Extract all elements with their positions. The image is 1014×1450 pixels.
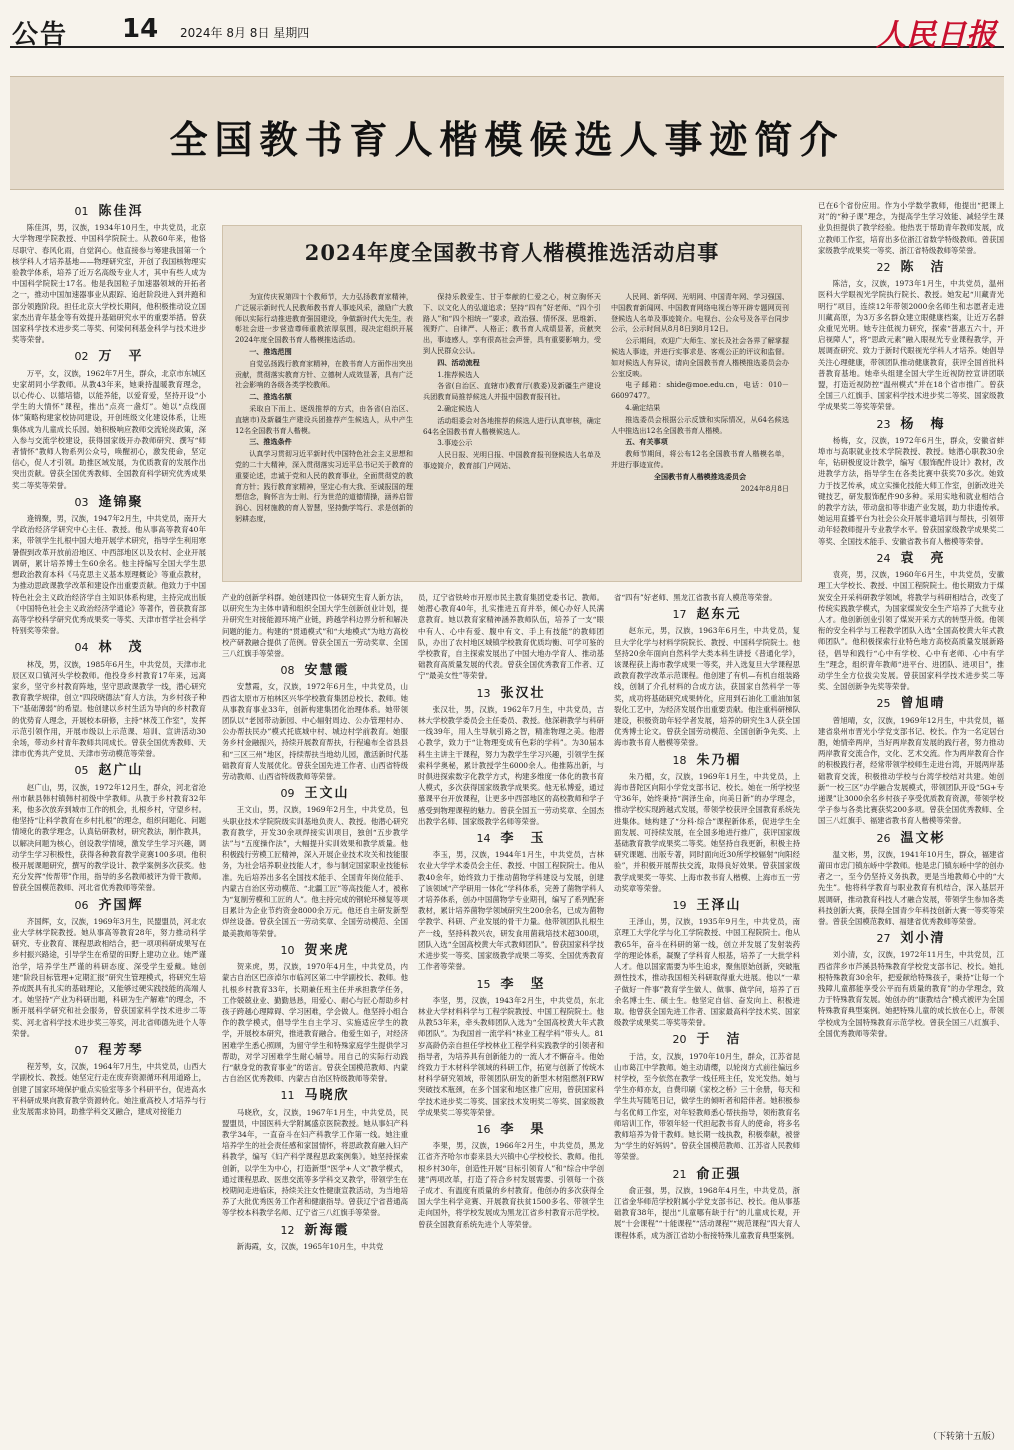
notice-paragraph: 教师节期间，将公布12名全国教书育人楷模名单，并进行事迹宣传。	[611, 449, 789, 469]
notice-paragraph: 3.事迹公示	[437, 438, 473, 448]
candidate-name: 赵广山	[98, 763, 144, 779]
candidate-name: 朱乃楣	[696, 752, 742, 768]
candidate-bio: 李果，男，汉族，1966年2月生，中共党员，黑龙江省齐齐哈尔市泰来县大兴镇中心学校校长、教师。他扎根乡村30年，创造性开展“目标引领育人”和“综合中学创建”两项改革，打造了符合乡村发展需要、引领每一个孩子成才、有温度有质量的乡村教育。他创办的多次获得全国大学生科学竞赛、开展教育扶贫1500多名、带领学生走向国外，将学校发展成为黑龙江省乡村教育示范学校。曾获全国教育系统先进个人等荣誉。	[418, 1141, 604, 1229]
headline-banner	[10, 76, 1004, 190]
notice-section-heading: 一、推选范围	[249, 346, 292, 356]
candidate-entry	[418, 833, 604, 972]
candidate-number: 06	[74, 898, 89, 912]
continuation-note: （下转第十五版）	[927, 1432, 1000, 1442]
candidate-bio: 刘小清，女，汉族，1972年11月生，中共党员，江西省萍乡市芦溪县特殊教育学校党支部书记、校长。她扎根特殊教育30余年，把爱献给特殊孩子，秉持“让每一个残障儿童都能享受公平而有质量的教育”的办学理念，致力于特殊教育发展。她创办的“康教结合”模式被评为全国特殊教育典型案例。她把特殊儿童的成长放在心上，带领学校成为全国特殊教育示范学校。曾获全国三八红旗手、全国优秀教师等荣誉。	[818, 950, 1004, 1038]
article-column-4	[614, 592, 800, 1442]
article-column-3	[418, 592, 604, 1442]
candidate-bio: 朱乃楣，女，汉族，1969年1月生，中共党员，上海市普陀区向阳小学党支部书记、校长。她在一所学校坚守36年，始终秉持“润泽生命，向美日新”的办学理念，推动学校实现跨越式发展，带领学校获评全国教育系统先进集体。她构建了“分科·综合”课程新体系，促进学生全面发展、可持续发展，在全国多地进行推广，获评国家级基础教育教学成果奖二等奖。她坚持自我更新，积极主持研究课题、出版专著，同时面向近30所学校辐射“向阳经验”，并积极开展帮扶交流，取得良好效果。曾获国家级教学成果奖一等奖、上海市教书育人楷模、上海市五一劳动奖章等荣誉。	[614, 771, 800, 893]
candidate-number: 21	[672, 1167, 687, 1181]
candidate-entry	[614, 1034, 800, 1162]
candidate-bio: 齐国辉，女，汉族，1969年3月生，民盟盟员，河北农业大学林学院教授。她从事高等教育28年，努力推动科学研究、专业教育、课程思政相结合，把一项项科研成果写在乡村振兴路途，引导学生在希望的田野上建功立业。她严谨治学，培养学生严谨的科研态度、深受学生爱戴。她创建“阶段目标管理+定期汇报”研究生管理模式，将研究生培养成既具有扎实的基础理论，又能够过硬实践技能的高端人才。她坚持“产业为科研出题，科研为生产解难”的理念，不断开展科学研究和社会服务，曾获国家科学技术进步二等奖、河北省科学技术进步奖三等奖，河北省师德先进个人等荣誉。	[12, 916, 206, 1038]
candidate-entry	[12, 1045, 206, 1117]
candidate-heading	[614, 752, 800, 768]
notice-paragraph: 2.确定候选人	[437, 403, 480, 413]
candidate-heading	[12, 349, 206, 365]
candidate-entry	[418, 1121, 604, 1230]
candidate-name: 李 玉	[500, 831, 546, 847]
candidate-number: 03	[74, 495, 89, 509]
candidate-name: 于 洁	[696, 1032, 742, 1048]
candidate-bio: 李玉，男，汉族，1944年1月生，中共党员，吉林农业大学学术委员会主任、教授、中国工程院院士。他从教40余年，始终致力于推动菌物学科建设与发展，创建了该领域“产学研用一体化”学科体系，完善了菌物学科人才培养体系，创办中国菌物学专业期刊，编写了系列配套教材，累计培养菌物学领域研究生200余名，已成为菌物学教学、科研、产业发展的骨干力量。他带领团队扎根生产一线，坚持科教兴农，研发食用菌栽培技术超300项，团队入选“全国高校黄大年式教师团队”。曾获国家科学技术进步奖一等奖、国家级教学成果二等奖、全国优秀教育工作者等荣誉。	[418, 850, 604, 972]
candidate-entry	[818, 550, 1004, 692]
candidate-bio: 杨梅，女，汉族，1972年6月生，群众，安徽省蚌埠市与高职就业技术学院教授、教授。她潜心职教30余年，钻研极度设计教学，编写《服饰配件设计》教材，改进教学方法，指导学生在各类比赛中获奖70多次。她致力于技艺传承，成立实操化技能大师工作室，创新改进关键技艺，研发服饰配件90多种。采用实地和就业相结合的教学方法，带动盘扣等非遗产业发展，助力非遗传承。她运用直播平台为社会公众开展非遗培训与帮扶，引领带动年轻教师提升专业教学水平。曾获国家级教学成果奖二等奖、全国技术能手、安徽省教书育人楷模等荣誉。	[818, 435, 1004, 546]
candidate-number: 16	[476, 1122, 491, 1136]
candidate-bio: 张汉壮，男，汉族，1962年7月生，中共党员，吉林大学校教学委员会主任委员、教授。他深耕教学与科研一线39年，用人生导航引路之智，精准物理之美。他潜心教学，致力于“让物理变成有色彩的学科”。为30届本科生主讲主干课程，努力为教学生学习兴趣，引领学生探索科学奥秘，累计教授学生6000余人。他推陈出新，与时俱进探索数字化教学方式，构建多维度一体化的教书育人模式，多次获得国家级教学成果奖。他无私博爱，通过慕课平台开放课程，让更多中西部地区的高校教师和学子感受到物理课程的魅力。曾获全国五一劳动奖章、全国杰出教学名师、国家级教学名师等荣誉。	[418, 704, 604, 826]
candidate-name: 贺来虎	[304, 942, 350, 958]
candidate-bio: 陈洁，女，汉族，1973年1月生，中共党员，温州医科大学眼视光学院执行院长、教授。她发起“川藏青光明行”项目，连续12年带领2000余名师生和志愿者走进川藏高原，为3万多名群众建立眼健康档案，让近万名群众重见光明。她专注低视力研究，探索“普惠五六十，开启视障人”，将“思政元素”融入眼视光专业课程教学，开展调查研究、致力于新时代眼视光学科人才培养。她倡导关注心理健康，带领团队推动健康教育，获评全国首批科普教育基地。她牵头组建全国大学生近视防控宣讲团联盟，打造近视防控“温州模式”并在18个省市推广。曾获全国三八红旗手、国家科学技术进步奖二等奖、国家级教学成果奖二等奖等荣誉。	[818, 279, 1004, 412]
candidate-bio: 陈佳洱，男，汉族，1934年10月生，中共党员，北京大学物理学院教授、中国科学院院士。从教60年来，他恪尽职守、春风化雨，自觉润心。他直接参与筹建我国第一个核学科人才培养基地——物理研究室，开创了我国核物理实验教学体系，培养了近万名高级专业人才，其中有些人成为中国科学院院士17名。他是我国粒子加速器领域的开拓者之一，推动中国加速器事业从跟踪、追赶阶段进入到并跑和部分领跑阶段。担任北京大学校长期间，他积极推动设立国家杰出青年基金等有效提升基础研究水平的重要举措。曾获国家科学技术进步奖二等奖、何梁何利基金科学与技术进步奖等荣誉。	[12, 223, 206, 345]
notice-paragraph: 认真学习贯彻习近平新时代中国特色社会主义思想和党的二十大精神，深入贯彻落实习近平总书记关于教育的重要论述，忠诚于党和人民的教育事业，全面贯彻党的教育方针；践行教育家精神，坚定心有大我、至诚报国的理想信念，胸怀言为士则、行为世范的道德情操，涵养启智润心、因材施教的育人智慧，坚持勤学笃行、求是创新的躬耕态度，	[235, 449, 413, 523]
page-number: 14	[122, 14, 159, 44]
notice-title: 2024年度全国教书育人楷模推选活动启事	[304, 240, 720, 265]
candidate-heading	[418, 1121, 604, 1137]
notice-column-2	[423, 292, 601, 473]
candidate-number: 07	[74, 1044, 89, 1058]
candidate-name: 陈 洁	[900, 260, 946, 276]
candidate-name: 张汉壮	[500, 685, 546, 701]
candidate-entry	[418, 685, 604, 827]
continued-text: 产业的创新学科群。她创建四位一体研究生育人新方法，以研究生为主体申请和组织全国大学生创新创业计划，提升研究生对接能源环境产业链，跨越学科边界分析和解决问题的能力。构建的“贯通模式”和“大地模式”为地方高校校产研教融合提供了范例。曾获全国五一劳动奖章、全国三八红旗手等荣誉。	[222, 593, 408, 659]
candidate-number: 18	[672, 753, 687, 767]
notice-paragraph: 采取自下而上、逐级推荐的方式，由各省(自治区、直辖市)及新疆生产建设兵团推荐产生候选人，从中产生12名全国教书育人楷模。	[235, 403, 413, 435]
notice-column-1	[235, 292, 413, 526]
candidate-heading	[12, 640, 206, 656]
candidate-heading	[12, 1043, 206, 1059]
candidate-bio: 赵广山，男，汉族，1972年12月生，群众，河北省沧州市献县韩村镇韩村初级中学教师。从教于乡村教育32年来，他多次放弃到城市工作的机会，扎根乡村，守望乡村。他坚持“让科学教育在乡村扎根”的理念，组织问题化、问题情境化的教学理念，认真钻研教材，研究教法，制作教具，以解决问题为核心，创设教学情境，激发学生学习兴趣，调动学生学习积极性，获得各种教育教学竞赛100多项。他积极开展课题研究，撰写的教学设计、教学案例多次获奖。他充分发挥“传帮带”作用，指导的多名教师被评为骨干教师。曾获全国模范教师、河北省优秀教师等荣誉。	[12, 782, 206, 893]
candidate-number: 10	[280, 943, 295, 957]
candidate-entry	[818, 830, 1004, 928]
candidate-entry	[418, 976, 604, 1118]
candidate-number: 08	[280, 664, 295, 678]
article-column-1	[12, 200, 206, 1440]
candidate-number: 01	[74, 205, 89, 218]
candidate-heading	[818, 830, 1004, 846]
notice-signature: 2024年8月8日	[740, 483, 789, 493]
candidate-number: 11	[280, 1089, 295, 1103]
candidate-name: 俞正强	[696, 1166, 742, 1182]
notice-paragraph: 各省(自治区、直辖市)教育厅(教委)及新疆生产建设兵团教育局推荐候选人并报中国教育报刊社。	[423, 381, 601, 402]
candidate-name: 赵东元	[696, 607, 742, 623]
candidate-bio: 曾旭晴，女，汉族，1969年12月生，中共党员，福建省泉州市晋光小学党支部书记、校长。作为一名定居台胞，她情牵两岸，当好两岸教育发展的践行者，努力推动两岸教育交流合作，文化、艺术交流。作为两岸教育合作的积极践行者，经常带领学校师生走进台湾，开展两岸基础教育交流，积极推动学校与台湾学校结对共建。她创新“一校三区”办学融合发展模式，带领团队开设“5G+专递课”让3000余名乡村孩子享受优质教育资源，带领学校学子参与各类比赛获奖200多项。曾获全国优秀教师、全国三八红旗手、福建省教书育人楷模等荣誉。	[818, 715, 1004, 826]
candidate-entry	[222, 1222, 408, 1252]
candidate-number: 19	[672, 899, 687, 913]
candidate-bio: 王文山，男，汉族，1969年2月生，中共党员，包头职业技术学院院级实训基地负责人、教授。他潜心研究教育教学，开发30余项焊接实训项目，独创“五步教学法”与“五度操作法”，大幅提升实训效果和教学质量。他积极践行劳模工匠精神，深入开展企业技术攻关和技能服务，为社会培养职业技能人才，参与制定国家职业技能标准。先后培养出多名全国技术能手、全国青年岗位能手、内蒙古自治区劳动模范、“北疆工匠”等高技能人才，被称为“复制劳模和工匠的人”。他主持完成的钢轮环梯复等项目累计为企业节约资金8000余万元。他还自主研发新型焊丝设备。曾获全国五一劳动奖章、全国劳动模范、全国最美教师等荣誉。	[222, 805, 408, 938]
candidate-name: 林 茂	[98, 640, 144, 656]
candidate-entry	[12, 642, 206, 759]
candidate-name: 杨 梅	[900, 416, 946, 432]
notice-column-3	[611, 292, 789, 495]
candidate-heading	[818, 260, 1004, 276]
candidate-number: 23	[876, 417, 891, 431]
candidate-bio: 新海霞，女，汉族，1965年10月生，中共党	[236, 1241, 384, 1251]
candidate-heading	[818, 696, 1004, 712]
candidate-heading	[222, 786, 408, 802]
continued-text: 员，辽宁省铁岭市开原市民主教育集团党委书记、教师。她潜心教育40年，扎实推进五育并举，倾心办好人民满意教育。她以教育家精神涵养教师队伍，培养了一支“眼中有人、心中有爱、腹中有文、手上有技能”的教师团队，办出了农村地区城镇学校教育优质均衡、可学可鉴的学校教育，自主探索发展出了中国大地办学育人、推动基础教育高质量发展的代表。曾获全国优秀教育工作者、辽宁“最美女性”等荣誉。	[418, 593, 604, 681]
candidate-number: 15	[476, 977, 491, 991]
candidate-bio: 安慧霞，女，汉族，1972年6月生，中共党员，山西省太原市万柏林区兴华学校教育集团总校长、教师。她从事教育事业33年，创新构建集团化治理体系。她带领团队以“老园带动新园、中心辐射周边、公办管理村办、公办帮扶民办”模式托底城中村、城边村学前教育。她服务乡村金融振兴，持续开展教育帮扶，行程遍布全省县县和“三区三州”地区，持续帮扶当地幼儿园，激活新时代基础教育育人发展优化。曾获全国先进工作者、山西省特级劳动教师、山西省特级教师等荣誉。	[222, 682, 408, 782]
page-headline: 全国教书育人楷模候选人事迹简介	[169, 118, 845, 162]
candidate-entry	[614, 900, 800, 1028]
candidate-number: 09	[280, 787, 295, 801]
candidate-bio: 俞正强，男，汉族，1968年4月生，中共党员，浙江省金华师范学校附属小学党支部书记、校长。他从事基础教育38年，提出“儿童哪有缺于行”的儿童成长观，开展“十会课程”“十能课程”“活动课程”“规范课程”四大育人课程体系，成为浙江省幼小衔接特殊儿童教育典型案例。	[614, 1185, 800, 1240]
notice-paragraph: 电子邮箱：shide@moe.edu.cn，电话：010－66097477。	[611, 380, 789, 401]
candidate-number: 14	[476, 832, 491, 846]
candidate-name: 新海霞	[304, 1222, 350, 1238]
newspaper-logo: 人民日报	[876, 18, 996, 53]
candidate-name: 陈佳洱	[98, 204, 144, 219]
section-title: 公告	[12, 20, 69, 50]
notice-paragraph: 4.确定结果	[625, 402, 661, 412]
candidate-name: 安慧霞	[304, 663, 350, 679]
candidate-number: 17	[672, 608, 687, 622]
candidate-entry	[614, 1166, 800, 1241]
candidate-heading	[12, 763, 206, 779]
notice-paragraph: 活动组委会对各地推荐的候选人进行认真审核，确定64名全国教书育人楷模候选人。	[423, 415, 601, 436]
candidate-heading	[418, 976, 604, 992]
notice-section-heading: 四、活动流程	[437, 357, 480, 367]
candidate-number: 26	[876, 831, 891, 845]
candidate-bio: 袁亮，男，汉族，1960年6月生，中共党员，安徽理工大学校长、教授、中国工程院院士。他长期致力于煤炭安全开采科研教学领域，将教学与科研相结合，改变了传统实践教学模式，为国家煤炭安全生产培养了大批专业人才。他创新创业引领了煤炭开采方式的转型升级。他领衔的安全科学与工程教学团队入选“全国高校黄大年式教师团队”。他积极探索行业特色地方高校高质量发展新路径，倡导和践行“心中有学校、心中有老师、心中有学生”理念，组织青年教师“进平台、进团队、进项目”，推动学生全方位拔尖发展。曾获国家科学技术进步奖二等奖、全国创新争先奖等荣誉。	[818, 570, 1004, 692]
candidate-heading	[222, 1222, 408, 1238]
candidate-number: 12	[280, 1223, 295, 1237]
candidate-entry	[12, 765, 206, 893]
candidate-bio: 王泽山，男，汉族，1935年9月生，中共党员，南京理工大学化学与化工学院教授、中国工程院院士。他从教65年，奋斗在科研的第一线，创立并发展了发射装药学的理论体系，凝聚了学科育人根基，培养了一大批学科人才。他以国家需要为毕生追求，聚焦原始创新，突破瓶颈性技术，推动我国相关科研取得重大进展。他以“一辈子做好一件事”教育学生做人、做事、做学问，培养了百余名博士生、硕士生。他坚定自信、奋发向上、积极进取。他曾获全国先进工作者、国家最高科学技术奖、国家级教学成果奖二等奖等荣誉。	[614, 917, 800, 1028]
candidate-entry	[614, 752, 800, 894]
candidate-heading	[818, 550, 1004, 566]
candidate-heading	[222, 1088, 408, 1104]
candidate-number: 27	[876, 932, 891, 946]
candidate-entry	[12, 206, 206, 345]
candidate-bio: 贺来虎，男，汉族，1970年4月生，中共党员，内蒙古自治区巴彦淖尔市临河区第二中学副校长、教师。他扎根乡村教育33年，长期兼任班主任并承担教学任务，工作兢兢业业、勤勤恳恳，用爱心、耐心与匠心帮助乡村孩子跨越心理障碍、学习困难，学会做人。他坚持小组合作的教学模式，倡导学生自主学习、实施适应学生的教学，开展校本研究，推进教育融合。他爱生如子，对经济困难学生悉心照顾，为留守学生和特殊家庭学生提供学习帮助，对学习困难学生耐心辅导。用自己的实际行动践行“献身党的教育事业”的诺言。曾获全国模范教师、内蒙古自治区优秀教师、内蒙古自治区特级教师等荣誉。	[222, 962, 408, 1084]
candidate-number: 24	[876, 551, 891, 565]
candidate-name: 程芳琴	[98, 1043, 144, 1059]
notice-paragraph: 人民网、新华网、光明网、中国青年网、学习强国、中国教育新闻网、中国教育网络电视台等开辟专题网页刊登候选人名单及事迹简介。电视台、公众号及各平台同步公示，公示时间从8月8日到8月12日。	[611, 292, 789, 334]
candidate-entry	[12, 494, 206, 636]
candidate-bio: 于洁，女，汉族，1970年10月生，群众，江苏省昆山市葛江中学教师。她主动请缨，以轮岗方式前往偏远乡村学校，至今依然在教学一线任班主任，发光发热。她与学生亦师亦友，自费印刷《家校之桥》三十余册，每天和学生共写随笔日记，做学生的倾听者和陪伴者。她积极参与名优师工作室，对年轻教师悉心帮扶指导，领衔教育名师培训工作，带领年轻一代担起教书育人的使命，将多名教师培养为骨干教师。她长期一线执教，积极奉献，被誉为“学生的好妈妈”。曾获全国模范教师、江苏省人民教师等荣誉。	[614, 1051, 800, 1162]
candidate-name: 温文彬	[900, 830, 946, 846]
notice-section-heading: 二、推选名额	[249, 392, 292, 402]
candidate-entry	[222, 788, 408, 939]
candidate-entry	[222, 592, 408, 659]
candidate-number: 22	[876, 261, 891, 275]
candidate-bio: 赵东元，男，汉族，1963年6月生，中共党员，复旦大学化学与材料学院院长、教授、中国科学院院士。他坚持20余年面向自然科学大类本科生讲授《普通化学》，该课程获上海市教学成果一等奖，并入选复旦大学课程思政教育教学改革示范课程。他创建了有机—有机自组装路线，创制了介孔材料的合成方法，获国家自然科学一等奖，成功将基础研究成果转化，应用到石油化工重油加氢裂化工艺中，为经济发展作出重要贡献。他注重科研梯队建设，积极资助年轻学者发展，培养的研究生3人获全国优秀博士论文。曾获全国劳动模范、全国创新争先奖、上海市教书育人楷模等荣誉。	[614, 626, 800, 748]
candidate-heading	[12, 206, 206, 217]
candidate-heading	[614, 1032, 800, 1048]
candidate-heading	[222, 663, 408, 679]
candidate-heading	[818, 416, 1004, 432]
notice-section-heading: 三、推选条件	[249, 437, 292, 447]
candidate-number: 02	[74, 350, 89, 364]
candidate-name: 李 果	[500, 1121, 546, 1137]
candidate-name: 曾旭晴	[900, 696, 946, 712]
candidate-name: 王泽山	[696, 898, 742, 914]
candidate-name: 马晓欣	[304, 1088, 350, 1104]
masthead	[10, 10, 1004, 53]
article-column-5	[818, 200, 1004, 1425]
candidate-entry	[222, 665, 408, 782]
candidate-number: 25	[876, 697, 891, 711]
notice-paragraph: 人民日报、光明日报、中国教育报刊登候选人名单及事迹简介，教育部门户网站、	[423, 450, 601, 470]
candidate-entry	[222, 942, 408, 1084]
candidate-entry	[818, 262, 1004, 413]
article-column-2	[222, 592, 408, 1442]
candidate-heading	[614, 607, 800, 623]
continued-text: 省“四有”好老师、黑龙江省教书育人模范等荣誉。	[614, 593, 777, 602]
candidate-entry	[614, 609, 800, 748]
candidate-heading	[12, 897, 206, 913]
candidate-bio: 李坚，男，汉族，1943年2月生，中共党员，东北林业大学材料科学与工程学院教授、中国工程院院士。他从教53年来，牵头教师团队入选为“全国高校黄大年式教师团队”。为我国首一流学科“林业工程学科”带头人。81岁高龄仍亲自担任学校林业工程学科实践教学的引领者和指导者，为培养具有创新能力的一流人才不懈奋斗。他始终致力于木材科学领域的科研工作，拓宽与创新了传统木材科学研究领域，带领团队研发的新型木材阻燃剂FRW突破技术瓶颈，在多个国家和地区推广应用，曾获国家科学技术进步奖二等奖、国家技术发明奖二等奖、国家级教学成果奖二等奖等荣誉。	[418, 995, 604, 1117]
candidate-heading	[818, 931, 1004, 947]
candidate-name: 王文山	[304, 786, 350, 802]
notice-box	[222, 225, 802, 582]
candidate-name: 逄锦聚	[98, 494, 144, 510]
candidate-entry	[818, 933, 1004, 1039]
candidate-number: 05	[74, 764, 89, 778]
candidate-number: 20	[672, 1033, 687, 1047]
continued-text: 已在6个省份应用。作为小学数学教师，他提出“把课上对”的“种子课”理念，为提高学生学习效能、减轻学生课业负担提供了教学经验。他热衷于帮助青年教师发展，成立教师工作室，培育出多位浙江省数学特级教师。曾获国家级教学成果奖一等奖、浙江省特级教师等荣誉。	[818, 201, 1004, 255]
candidate-name: 万 平	[98, 349, 144, 365]
candidate-entry	[12, 897, 206, 1039]
notice-paragraph: 1.推荐候选人	[437, 369, 480, 379]
candidate-bio: 程芳琴，女，汉族，1964年7月生，中共党员，山西大学副校长、教授。她坚定行走在废弃资源循环利用道路上，创建了国家环境保护重点实验室等多个科研平台，促进高水平科研成果向教育教学资源转化。她注重高校人才培养与行业发展需求协同，助推学科交叉融合，建成对接能力	[12, 1062, 206, 1117]
notice-paragraph: 推选委员会根据公示反馈和实际情况，从64名候选人中推选出12名全国教书育人楷模。	[611, 414, 789, 435]
notice-paragraph: 公示期间，欢迎广大师生、家长及社会各界了解掌握候选人事迹，并进行实事求是、客观公正的评议和监督。如对候选人有异议，请向全国教书育人楷模推选委员会办公室反映。	[611, 336, 789, 378]
candidate-entry	[418, 592, 604, 682]
issue-date: 2024年 8月 8日 星期四	[180, 26, 310, 40]
notice-section-heading: 五、有关事项	[625, 437, 668, 447]
candidate-entry	[12, 351, 206, 490]
candidate-number: 13	[476, 686, 491, 700]
candidate-entry	[818, 416, 1004, 547]
candidate-bio: 林茂，男，汉族，1985年6月生，中共党员，天津市北辰区双口镇河头学校教师。他投身乡村教育17年来，远离家乡，坚守乡村教育阵地，坚守思政课教学一线，潜心研究教育教学规律，创立“四段晓德法”育人方法，为乡村孩子种下“基础薄弱”的希望。他创建以乡村生活为导向的乡村教育的优势育人理念，开展校本研修，主持“林茂工作室”，发挥示范引领作用，开展市级以上示范课、培训、宣讲活动30余场，带动乡村青年教师共同成长。曾获全国优秀教师、天津市优秀共产党员、天津市劳动模范等荣誉。	[12, 659, 206, 759]
candidate-heading	[222, 942, 408, 958]
notice-signature: 全国教书育人楷模推选委员会	[653, 471, 747, 481]
candidate-heading	[614, 1166, 800, 1182]
candidate-bio: 温文彬，男，汉族，1941年10月生，群众，福建省莆田市忠门镇东峤中学教师。他是忠门镇东峤中学的创办者之一，至今仍坚持义务执教，更是当地教师心中的“大先生”。他将科学教育与职业教育有机结合，深入基层开展调研，推动教育科技人才融合发展，带领学生参加各类科技创新大赛，获得全国青少年科技创新大赛一等奖等荣誉。曾获全国模范教师、福建省优秀教师等荣誉。	[818, 849, 1004, 926]
candidate-entry	[614, 592, 800, 603]
candidate-name: 袁 亮	[900, 550, 946, 566]
candidate-name: 齐国辉	[98, 897, 144, 913]
candidate-entry	[222, 1090, 408, 1218]
notice-paragraph: 为宣传庆祝第四十个教师节，大力弘扬教育家精神，广泛展示新时代人民教师教书育人事迹风采，激励广大教师以实际行动推进教育强国建设，争做新时代大先生，表彰社会进一步营造尊师重教浓厚氛围，现决定组织开展2024年度全国教书育人楷模推选活动。	[235, 292, 413, 345]
candidate-heading	[418, 831, 604, 847]
candidate-heading	[418, 685, 604, 701]
candidate-number: 04	[74, 641, 89, 655]
candidate-entry	[818, 698, 1004, 826]
candidate-bio: 万平，女，汉族，1962年7月生，群众，北京市东城区史家胡同小学教师。从教43年来，她秉持温暖教育理念，以心传心、以德培德，以能养能，以爱育爱，坚持开设“小学生的大情怀”课程，推出“点亮一盏灯”。她以“点线面体”策略构建家校协同建设，开创班级文化建设体系，让班集体成为儿童成长乐园。她积极响应教师交流轮岗政策，深入参与交流学校建设，获得国家级开办教师研究、撰写“师者情怀”教师人物系列公众号，唤醒初心，激发使命，坚定信心，促人才引领。助推区域发展，为优质教育的发展作出突出贡献。曾获全国优秀教师、全国教育科学研究优秀成果奖二等奖等荣誉。	[12, 368, 206, 490]
candidate-heading	[12, 494, 206, 510]
candidate-name: 刘小清	[900, 931, 946, 947]
notice-paragraph: 保持乐教爱生、甘于奉献的仁爱之心，树立胸怀天下、以文化人的弘道追求；坚持“四有”好老师、“四个引路人”和“四个相统一”要求，政治强、情怀深、思维新、视野广、自律严、人格正；教书育人成绩显著，贡献突出，事迹感人，享有很高社会声誉，具有重要影响力，受到人民群众公认。	[423, 292, 601, 355]
candidate-name: 李 坚	[500, 976, 546, 992]
candidate-entry	[818, 200, 1004, 256]
notice-paragraph: 自觉弘扬践行教育家精神，在教书育人方面作出突出贡献，贯彻落实教育方针、立德树人成效显著，具有广泛社会影响的各级各类学校教师。	[235, 358, 413, 390]
candidate-bio: 逄锦聚，男，汉族，1947年2月生，中共党员，南开大学政治经济学研究中心主任、教授。他从事高等教育40年来，带领学生扎根中国大地开展学术研究，指导学生利用寒暑假到改革开放前沿地区、中西部地区以及农村、企业开展调研，累计培养博士生60余名。他主持编写全国大学生思想政治教育本科《马克思主义基本原理概论》等重点教材，为推动思政课教学改革和建设作出重要贡献。他致力于中国特色社会主义政治经济学自主知识体系构建，主持完成出版《中国特色社会主义政治经济学通论》等著作，曾获教育部高等学校科学研究优秀成果奖一等奖、天津市哲学社会科学特别奖等荣誉。	[12, 514, 206, 636]
candidate-bio: 马晓欣，女，汉族，1967年1月生，中共党员，民盟盟员，中国医科大学附属盛京医院教授。她从事妇产科教学34年，一直奋斗在妇产科教学工作第一线。她注重培养学生的社会责任感和家国情怀，将思政教育融入妇产科教学，编写《妇产科学课程思政案例集》。她坚持探索创新，以学生为中心，打造新型“医学+人文”教学模式，通过课程思政、医患交流等多学科交叉教学，带领学生在校期间走进临床，持续关注女性健康宣教活动，为当地培养了大批优秀医务工作者和健康指导。曾获辽宁省普通高等学校本科教学名师、辽宁省三八红旗手等荣誉。	[222, 1107, 408, 1218]
candidate-heading	[614, 898, 800, 914]
